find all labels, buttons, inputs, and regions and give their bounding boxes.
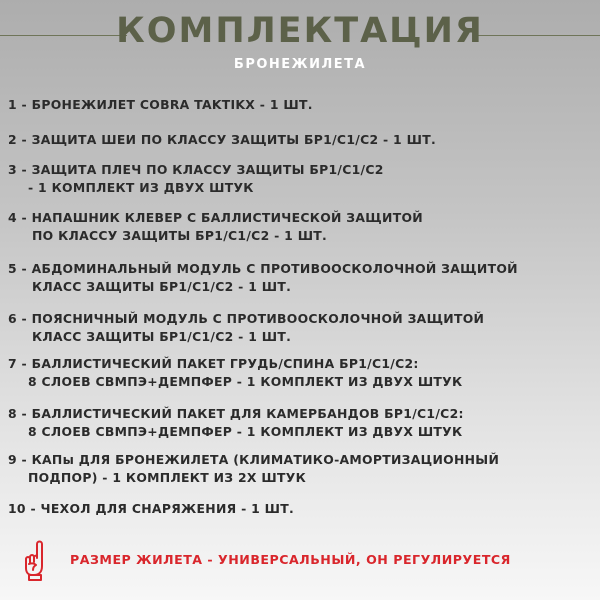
item-line: 6 - ПОЯСНИЧНЫЙ МОДУЛЬ С ПРОТИВООСКОЛОЧНОЙ ЗАЩИТОЙ xyxy=(8,311,485,326)
list-item xyxy=(8,131,436,149)
list-item xyxy=(8,405,464,441)
item-line: ПО КЛАССУ ЗАЩИТЫ БР1/С1/С2 - 1 ШТ. xyxy=(32,228,328,243)
list-item xyxy=(8,451,499,487)
item-line: - 1 КОМПЛЕКТ ИЗ ДВУХ ШТУК xyxy=(28,180,254,195)
item-line: 1 - БРОНЕЖИЛЕТ COBRA TAKTIKX - 1 ШТ. xyxy=(8,97,313,112)
item-line: 7 - БАЛЛИСТИЧЕСКИЙ ПАКЕТ ГРУДЬ/СПИНА БР1/С1/С2: xyxy=(8,356,419,371)
item-line: 8 - БАЛЛИСТИЧЕСКИЙ ПАКЕТ ДЛЯ КАМЕРБАНДОВ БР1/С1/С2: xyxy=(8,406,464,421)
pointing-hand-icon xyxy=(24,540,46,582)
item-line: КЛАСС ЗАЩИТЫ БР1/С1/С2 - 1 ШТ. xyxy=(32,279,292,294)
item-line: 10 - ЧЕХОЛ ДЛЯ СНАРЯЖЕНИЯ - 1 ШТ. xyxy=(8,501,295,516)
header xyxy=(0,0,600,90)
list-item xyxy=(8,260,518,296)
item-line: КЛАСС ЗАЩИТЫ БР1/С1/С2 - 1 ШТ. xyxy=(32,329,292,344)
list-item xyxy=(8,209,423,245)
item-line: 5 - АБДОМИНАЛЬНЫЙ МОДУЛЬ С ПРОТИВООСКОЛОЧНОЙ ЗАЩИТОЙ xyxy=(8,261,518,276)
item-line: 3 - ЗАЩИТА ПЛЕЧ ПО КЛАССУ ЗАЩИТЫ БР1/С1/С2 xyxy=(8,162,384,177)
item-line: 2 - ЗАЩИТА ШЕИ ПО КЛАССУ ЗАЩИТЫ БР1/С1/С2 - 1 ШТ. xyxy=(8,132,436,147)
list-item xyxy=(8,161,384,197)
item-line: 8 СЛОЕВ СВМПЭ+ДЕМПФЕР - 1 КОМПЛЕКТ ИЗ ДВУХ ШТУК xyxy=(28,424,463,439)
page-subtitle: БРОНЕЖИЛЕТА xyxy=(233,57,367,72)
list-item xyxy=(8,96,313,114)
item-line: 8 СЛОЕВ СВМПЭ+ДЕМПФЕР - 1 КОМПЛЕКТ ИЗ ДВУХ ШТУК xyxy=(28,374,463,389)
list-item xyxy=(8,355,462,391)
size-note xyxy=(24,540,584,584)
list-item xyxy=(8,500,294,518)
size-note-text: РАЗМЕР ЖИЛЕТА - УНИВЕРСАЛЬНЫЙ, ОН РЕГУЛИРУЕТСЯ xyxy=(70,552,511,567)
item-line: ПОДПОР) - 1 КОМПЛЕКТ ИЗ 2Х ШТУК xyxy=(28,470,307,485)
item-line: 4 - НАПАШНИК КЛЕВЕР С БАЛЛИСТИЧЕСКОЙ ЗАЩИТОЙ xyxy=(8,210,423,225)
list-item xyxy=(8,310,484,346)
item-line: 9 - КАПы ДЛЯ БРОНЕЖИЛЕТА (КЛИМАТИКО-АМОРТИЗАЦИОННЫЙ xyxy=(8,452,500,467)
page-title: КОМПЛЕКТАЦИЯ xyxy=(116,11,484,51)
